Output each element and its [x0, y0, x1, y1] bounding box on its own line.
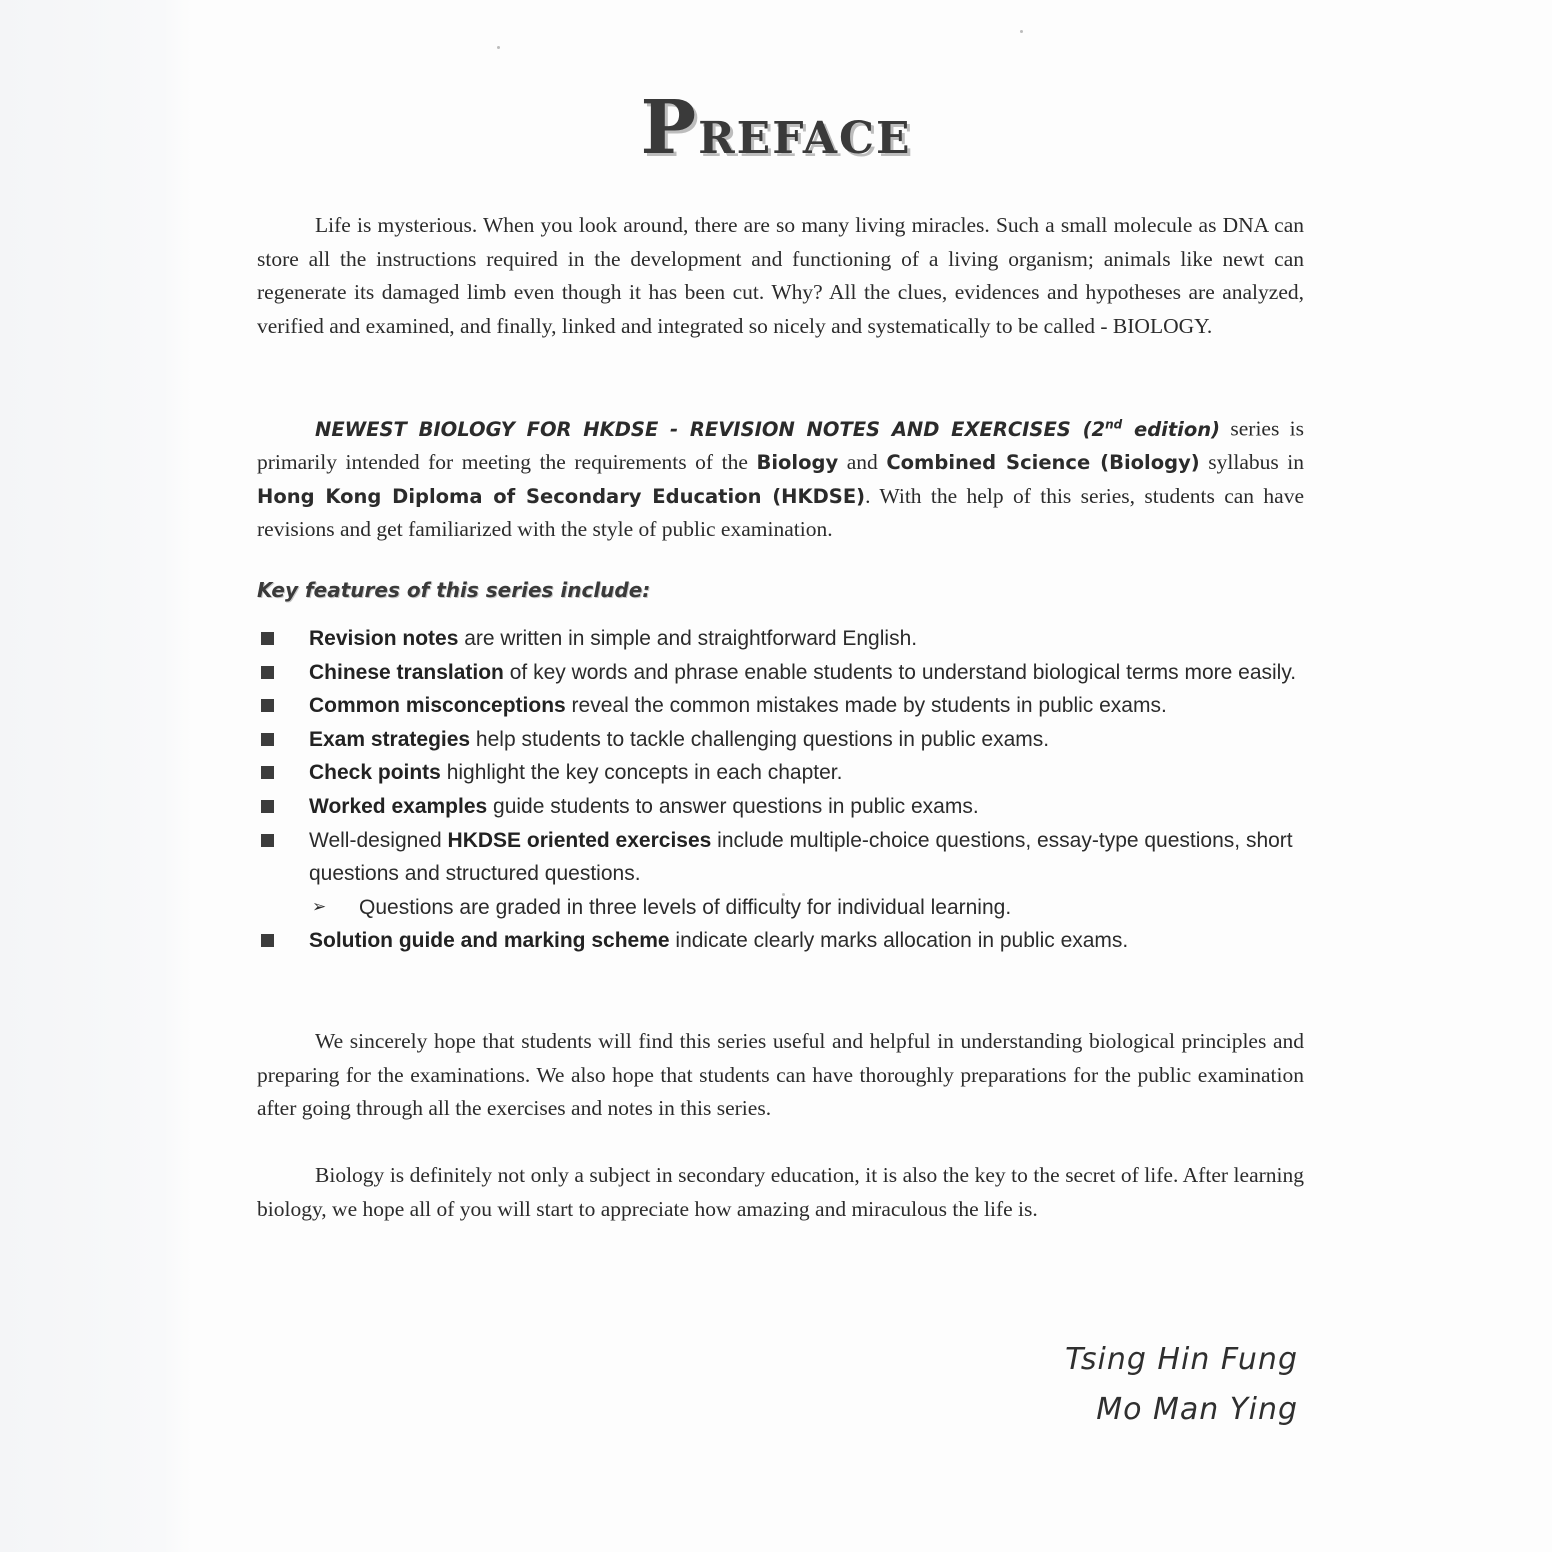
subject-combined-science: Combined Science (Biology)	[886, 451, 1200, 475]
author-signature	[1065, 1335, 1298, 1435]
square-bullet-icon	[261, 800, 274, 813]
features-heading: Key features of this series include:	[257, 578, 651, 602]
scan-speck	[1020, 30, 1023, 33]
square-bullet-icon	[261, 632, 274, 645]
author-name: Mo Man Ying	[1096, 1392, 1298, 1427]
square-bullet-icon	[261, 733, 274, 746]
edition-superscript: nd	[1105, 417, 1123, 431]
list-item: Common misconceptions reveal the common mistakes made by students in public exams.	[257, 689, 1307, 723]
hope-paragraph: We sincerely hope that students will find this series useful and helpful in understanding biological principles and preparing for the examinations. We also hope that students can have thoroughly preparations for the public examination after going through all the exercises and notes in this series.	[257, 1029, 1304, 1121]
list-item: Solution guide and marking scheme indicate clearly marks allocation in public exams.	[257, 924, 1307, 958]
closing-paragraph: Biology is definitely not only a subject in secondary education, it is also the key to the secret of life. After learning biology, we hope all of you will start to appreciate how amazing and miraculous the life is.	[257, 1163, 1304, 1221]
author-name: Tsing Hin Fung	[1065, 1342, 1298, 1377]
list-item: Worked examples guide students to answer questions in public exams.	[257, 790, 1307, 824]
series-paragraph: NEWEST BIOLOGY FOR HKDSE - REVISION NOTES AND EXERCISES (2nd edition) series is primarily intended for meeting the requirements of the Biology and Combined Science (Biology) syllabus in Hong Kong Diploma of Secondary Education (HKDSE). With the help of this series, students can have revisions and get familiarized with the style of public examination.	[257, 416, 1305, 542]
exam-name: Hong Kong Diploma of Secondary Education (HKDSE)	[257, 484, 866, 508]
arrow-bullet-icon: ➢	[312, 896, 327, 917]
square-bullet-icon	[261, 934, 274, 947]
square-bullet-icon	[261, 666, 274, 679]
series-name: NEWEST BIOLOGY FOR HKDSE - REVISION NOTES AND EXERCISES (2nd edition)	[315, 417, 1221, 441]
square-bullet-icon	[261, 834, 274, 847]
feature-list	[257, 622, 1307, 958]
title-rest: REFACE	[698, 113, 912, 165]
intro-paragraph: Life is mysterious. When you look around, there are so many living miracles. Such a small molecule as DNA can store all the instructions required in the development and functioning of a living organism; animals like newt can regenerate its damaged limb even though it has been cut. Why? All the clues, evidences and hypotheses are analyzed, verified and examined, and finally, linked and integrated so nicely and systematically to be called - BIOLOGY.	[257, 213, 1304, 338]
subject-biology: Biology	[756, 451, 839, 475]
list-item: Exam strategies help students to tackle challenging questions in public exams.	[257, 723, 1307, 757]
scan-speck	[497, 46, 500, 49]
sub-list-item: ➢ Questions are graded in three levels of difficulty for individual learning.	[257, 891, 1307, 925]
square-bullet-icon	[261, 766, 274, 779]
scan-shadow	[0, 0, 192, 1552]
page-title	[0, 85, 1552, 172]
title-initial: P	[640, 85, 699, 172]
list-item: Revision notes are written in simple and straightforward English.	[257, 622, 1307, 656]
list-item: Well-designed HKDSE oriented exercises include multiple-choice questions, essay-type questions, short questions and structured questions.	[257, 824, 1307, 891]
list-item: Check points highlight the key concepts in each chapter.	[257, 756, 1307, 790]
square-bullet-icon	[261, 699, 274, 712]
list-item: Chinese translation of key words and phrase enable students to understand biological terms more easily.	[257, 656, 1307, 690]
